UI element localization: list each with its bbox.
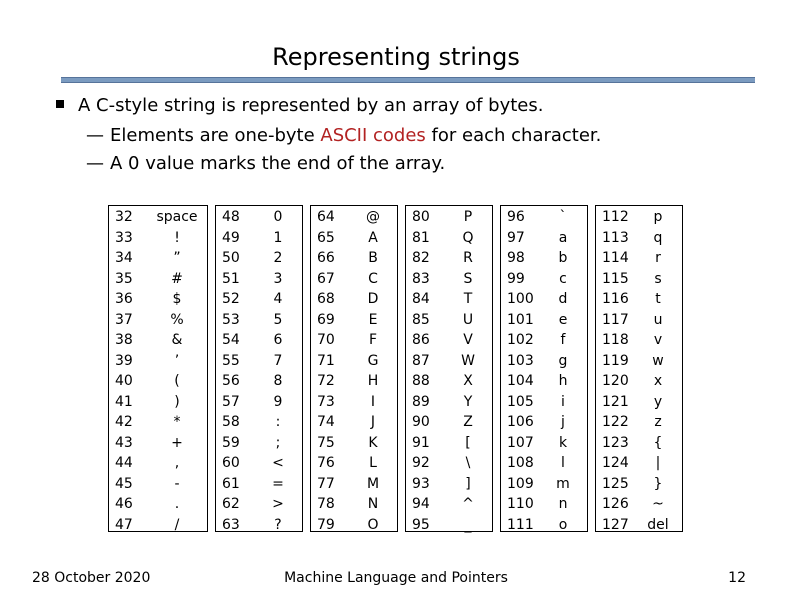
ascii-code: 80 bbox=[412, 209, 430, 225]
ascii-code: 112 bbox=[602, 209, 629, 225]
ascii-code: 44 bbox=[115, 455, 133, 471]
sub-bullet-2-text: A 0 value marks the end of the array. bbox=[110, 153, 446, 174]
ascii-char: ” bbox=[173, 250, 181, 266]
ascii-code: 48 bbox=[222, 209, 240, 225]
ascii-char: x bbox=[653, 373, 663, 389]
ascii-code: 42 bbox=[115, 414, 133, 430]
ascii-char: ; bbox=[275, 434, 281, 451]
ascii-code: 63 bbox=[222, 516, 240, 533]
char-column bbox=[444, 206, 492, 531]
ascii-code: 70 bbox=[317, 332, 335, 348]
ascii-char: $ bbox=[172, 291, 182, 307]
ascii-code: 103 bbox=[507, 352, 534, 369]
ascii-char: @ bbox=[366, 209, 380, 225]
ascii-code: 88 bbox=[412, 373, 430, 389]
ascii-code: 51 bbox=[222, 270, 240, 287]
ascii-char: j bbox=[561, 414, 565, 430]
ascii-code: 76 bbox=[317, 455, 335, 471]
ascii-group bbox=[215, 205, 303, 532]
ascii-char: \ bbox=[465, 455, 471, 471]
ascii-char: _ bbox=[464, 516, 472, 533]
ascii-code: 64 bbox=[317, 209, 335, 225]
code-column bbox=[596, 206, 634, 531]
ascii-char: T bbox=[463, 291, 473, 307]
ascii-code: 94 bbox=[412, 496, 430, 512]
ascii-char: N bbox=[367, 496, 379, 512]
ascii-char: 7 bbox=[273, 352, 283, 369]
bullet-main bbox=[56, 92, 543, 120]
ascii-char: y bbox=[653, 393, 663, 410]
ascii-char: { bbox=[653, 434, 663, 451]
title-rule bbox=[61, 77, 755, 83]
ascii-char: 1 bbox=[273, 229, 283, 246]
ascii-char: [ bbox=[465, 434, 471, 451]
code-column bbox=[501, 206, 539, 531]
ascii-code: 93 bbox=[412, 475, 430, 492]
ascii-char: S bbox=[463, 270, 473, 287]
ascii-code: 126 bbox=[602, 496, 629, 512]
ascii-char: 8 bbox=[273, 373, 283, 389]
sub-bullet-1-before: Elements are one-byte bbox=[110, 125, 321, 146]
ascii-group bbox=[310, 205, 398, 532]
ascii-char: J bbox=[370, 414, 376, 430]
ascii-char: A bbox=[368, 229, 378, 246]
ascii-code: 53 bbox=[222, 311, 240, 328]
ascii-code: 85 bbox=[412, 311, 430, 328]
ascii-code: 33 bbox=[115, 229, 133, 246]
ascii-char: Z bbox=[463, 414, 473, 430]
ascii-code: 123 bbox=[602, 434, 629, 451]
ascii-char: % bbox=[170, 311, 184, 328]
ascii-code: 102 bbox=[507, 332, 534, 348]
ascii-char: E bbox=[368, 311, 378, 328]
ascii-code: 101 bbox=[507, 311, 534, 328]
ascii-char: e bbox=[558, 311, 568, 328]
ascii-code: 46 bbox=[115, 496, 133, 512]
ascii-code: 71 bbox=[317, 352, 335, 369]
char-column bbox=[349, 206, 397, 531]
ascii-char: d bbox=[558, 291, 568, 307]
ascii-code: 43 bbox=[115, 434, 133, 451]
ascii-char: ( bbox=[174, 373, 180, 389]
ascii-code: 98 bbox=[507, 250, 525, 266]
ascii-char: ~ bbox=[652, 496, 664, 512]
ascii-char: 0 bbox=[273, 209, 283, 225]
ascii-char: + bbox=[171, 434, 183, 451]
ascii-code: 86 bbox=[412, 332, 430, 348]
ascii-code: 52 bbox=[222, 291, 240, 307]
ascii-code: 34 bbox=[115, 250, 133, 266]
ascii-char: K bbox=[368, 434, 378, 451]
ascii-code: 127 bbox=[602, 516, 629, 533]
ascii-char: ^ bbox=[462, 496, 474, 512]
footer-course: Machine Language and Pointers bbox=[284, 570, 508, 586]
ascii-char: ` bbox=[559, 209, 567, 225]
ascii-code: 77 bbox=[317, 475, 335, 492]
ascii-char: # bbox=[171, 270, 183, 287]
sub-bullet-1 bbox=[86, 122, 601, 150]
ascii-char: < bbox=[272, 455, 284, 471]
ascii-char: r bbox=[655, 250, 661, 266]
ascii-code: 106 bbox=[507, 414, 534, 430]
ascii-char: a bbox=[558, 229, 568, 246]
ascii-group bbox=[405, 205, 493, 532]
ascii-code: 84 bbox=[412, 291, 430, 307]
sub-bullet-2 bbox=[86, 150, 445, 178]
ascii-code: 54 bbox=[222, 332, 240, 348]
code-column bbox=[311, 206, 349, 531]
ascii-code: 92 bbox=[412, 455, 430, 471]
ascii-code: 45 bbox=[115, 475, 133, 492]
ascii-code: 120 bbox=[602, 373, 629, 389]
ascii-char: u bbox=[653, 311, 663, 328]
ascii-code: 113 bbox=[602, 229, 629, 246]
square-bullet-icon bbox=[56, 100, 64, 108]
ascii-code: 49 bbox=[222, 229, 240, 246]
ascii-code: 74 bbox=[317, 414, 335, 430]
ascii-code: 56 bbox=[222, 373, 240, 389]
ascii-char: Q bbox=[462, 229, 474, 246]
ascii-char: , bbox=[174, 455, 180, 471]
ascii-char: b bbox=[558, 250, 568, 266]
ascii-code: 107 bbox=[507, 434, 534, 451]
ascii-code: 78 bbox=[317, 496, 335, 512]
ascii-char: H bbox=[367, 373, 379, 389]
ascii-code: 38 bbox=[115, 332, 133, 348]
ascii-char: q bbox=[653, 229, 663, 246]
ascii-char: | bbox=[655, 455, 661, 471]
ascii-char: O bbox=[367, 516, 379, 533]
ascii-code: 72 bbox=[317, 373, 335, 389]
ascii-char: space bbox=[156, 209, 198, 225]
ascii-char: p bbox=[653, 209, 663, 225]
ascii-char: F bbox=[368, 332, 378, 348]
ascii-code: 32 bbox=[115, 209, 133, 225]
ascii-char: M bbox=[366, 475, 380, 492]
ascii-code: 117 bbox=[602, 311, 629, 328]
ascii-code: 41 bbox=[115, 393, 133, 410]
slide-title: Representing strings bbox=[272, 43, 520, 71]
ascii-char: l bbox=[561, 455, 565, 471]
bullet-main-text: A C-style string is represented by an array of bytes. bbox=[78, 95, 544, 116]
ascii-code: 119 bbox=[602, 352, 629, 369]
ascii-char: } bbox=[653, 475, 663, 492]
ascii-code: 111 bbox=[507, 516, 534, 533]
ascii-char: . bbox=[174, 496, 180, 512]
ascii-char: n bbox=[558, 496, 568, 512]
code-column bbox=[109, 206, 147, 531]
ascii-char: s bbox=[654, 270, 662, 287]
ascii-char: i bbox=[561, 393, 565, 410]
ascii-code: 79 bbox=[317, 516, 335, 533]
ascii-code: 105 bbox=[507, 393, 534, 410]
ascii-char: z bbox=[654, 414, 662, 430]
ascii-char: g bbox=[558, 352, 568, 369]
ascii-code: 55 bbox=[222, 352, 240, 369]
ascii-char: t bbox=[655, 291, 661, 307]
ascii-char: h bbox=[558, 373, 568, 389]
ascii-char: ) bbox=[174, 393, 180, 410]
ascii-char: C bbox=[368, 270, 378, 287]
ascii-code: 96 bbox=[507, 209, 525, 225]
ascii-char: - bbox=[174, 475, 180, 492]
page-number: 12 bbox=[728, 570, 746, 586]
ascii-char: R bbox=[463, 250, 473, 266]
ascii-code: 104 bbox=[507, 373, 534, 389]
ascii-char: / bbox=[174, 516, 180, 533]
ascii-code: 99 bbox=[507, 270, 525, 287]
ascii-char: P bbox=[463, 209, 473, 225]
ascii-code: 118 bbox=[602, 332, 629, 348]
char-column bbox=[634, 206, 682, 531]
ascii-char: 4 bbox=[273, 291, 283, 307]
ascii-char: o bbox=[558, 516, 568, 533]
ascii-code: 97 bbox=[507, 229, 525, 246]
ascii-char: V bbox=[463, 332, 473, 348]
ascii-code: 57 bbox=[222, 393, 240, 410]
ascii-code: 35 bbox=[115, 270, 133, 287]
char-column bbox=[254, 206, 302, 531]
ascii-code: 115 bbox=[602, 270, 629, 287]
ascii-code: 40 bbox=[115, 373, 133, 389]
ascii-code: 59 bbox=[222, 434, 240, 451]
ascii-char: 3 bbox=[273, 270, 283, 287]
ascii-code: 108 bbox=[507, 455, 534, 471]
ascii-char: D bbox=[367, 291, 379, 307]
ascii-code: 61 bbox=[222, 475, 240, 492]
ascii-char: c bbox=[559, 270, 567, 287]
ascii-code: 125 bbox=[602, 475, 629, 492]
ascii-code: 82 bbox=[412, 250, 430, 266]
ascii-code: 87 bbox=[412, 352, 430, 369]
ascii-char: & bbox=[171, 332, 183, 348]
sub-bullet-1-after: for each character. bbox=[425, 125, 602, 146]
ascii-char: I bbox=[370, 393, 376, 410]
ascii-char: f bbox=[560, 332, 566, 348]
ascii-code: 116 bbox=[602, 291, 629, 307]
ascii-char: w bbox=[652, 352, 664, 369]
ascii-code: 58 bbox=[222, 414, 240, 430]
ascii-group bbox=[108, 205, 208, 532]
ascii-code: 60 bbox=[222, 455, 240, 471]
ascii-code: 68 bbox=[317, 291, 335, 307]
ascii-char: > bbox=[272, 496, 284, 512]
ascii-code: 124 bbox=[602, 455, 629, 471]
ascii-group bbox=[500, 205, 588, 532]
ascii-code: 89 bbox=[412, 393, 430, 410]
ascii-codes-highlight: ASCII codes bbox=[320, 125, 426, 146]
ascii-code: 75 bbox=[317, 434, 335, 451]
ascii-code: 50 bbox=[222, 250, 240, 266]
char-column bbox=[539, 206, 587, 531]
ascii-char: 6 bbox=[273, 332, 283, 348]
ascii-code: 69 bbox=[317, 311, 335, 328]
footer-date: 28 October 2020 bbox=[32, 570, 151, 586]
ascii-char: G bbox=[367, 352, 379, 369]
ascii-code: 114 bbox=[602, 250, 629, 266]
ascii-char: ! bbox=[174, 229, 180, 246]
ascii-code: 90 bbox=[412, 414, 430, 430]
ascii-group bbox=[595, 205, 683, 532]
ascii-code: 67 bbox=[317, 270, 335, 287]
ascii-char: L bbox=[369, 455, 377, 471]
ascii-char: 9 bbox=[273, 393, 283, 410]
ascii-code: 62 bbox=[222, 496, 240, 512]
ascii-char: k bbox=[558, 434, 568, 451]
ascii-char: * bbox=[173, 414, 181, 430]
ascii-char: 5 bbox=[273, 311, 283, 328]
dash-icon: — bbox=[86, 153, 104, 174]
ascii-char: X bbox=[463, 373, 473, 389]
ascii-char: ’ bbox=[174, 352, 180, 369]
ascii-code: 110 bbox=[507, 496, 534, 512]
ascii-char: del bbox=[647, 516, 669, 533]
ascii-char: m bbox=[556, 475, 570, 492]
ascii-code: 65 bbox=[317, 229, 335, 246]
ascii-char: : bbox=[275, 414, 281, 430]
ascii-code: 122 bbox=[602, 414, 629, 430]
ascii-char: W bbox=[461, 352, 475, 369]
ascii-code: 39 bbox=[115, 352, 133, 369]
ascii-code: 37 bbox=[115, 311, 133, 328]
ascii-char: v bbox=[653, 332, 663, 348]
code-column bbox=[216, 206, 254, 531]
ascii-code: 95 bbox=[412, 516, 430, 533]
dash-icon: — bbox=[86, 125, 104, 146]
ascii-char: B bbox=[368, 250, 378, 266]
ascii-char: U bbox=[462, 311, 474, 328]
ascii-code: 83 bbox=[412, 270, 430, 287]
ascii-char: = bbox=[272, 475, 284, 492]
ascii-char: ? bbox=[274, 516, 282, 533]
ascii-code: 36 bbox=[115, 291, 133, 307]
ascii-table bbox=[108, 205, 683, 532]
code-column bbox=[406, 206, 444, 531]
ascii-char: Y bbox=[463, 393, 473, 410]
ascii-code: 47 bbox=[115, 516, 133, 533]
ascii-char: 2 bbox=[273, 250, 283, 266]
ascii-char: ] bbox=[465, 475, 471, 492]
ascii-code: 121 bbox=[602, 393, 629, 410]
ascii-code: 109 bbox=[507, 475, 534, 492]
ascii-code: 81 bbox=[412, 229, 430, 246]
ascii-code: 91 bbox=[412, 434, 430, 451]
char-column bbox=[147, 206, 207, 531]
ascii-code: 73 bbox=[317, 393, 335, 410]
ascii-code: 66 bbox=[317, 250, 335, 266]
ascii-code: 100 bbox=[507, 291, 534, 307]
